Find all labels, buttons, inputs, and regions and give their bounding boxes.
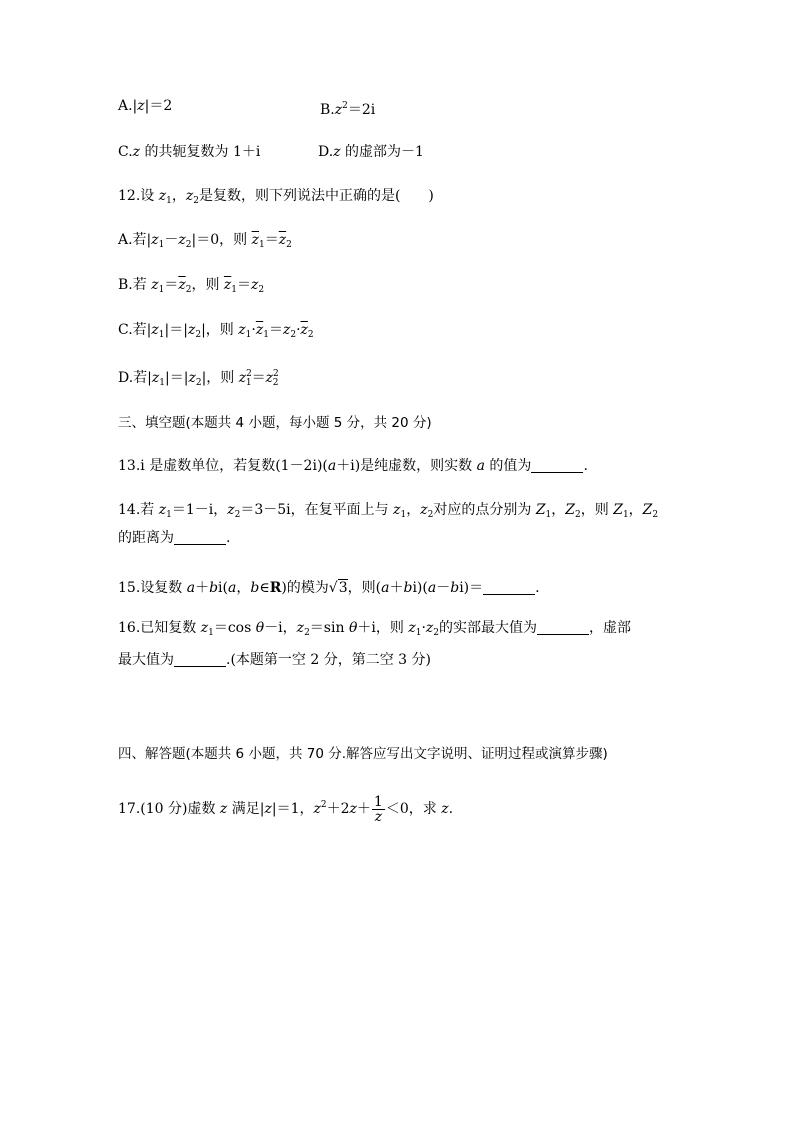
q11-option-b: $B.z^2=2i$ bbox=[320, 101, 376, 118]
answer-blank[interactable] bbox=[531, 458, 583, 473]
q11-option-d: D.z 的虚部为－1 bbox=[318, 144, 424, 160]
q16-line-2: 最大值为 .(本题第一空 2 分，第二空 3 分) bbox=[118, 652, 431, 668]
section-3-title: 三、填空题(本题共 4 小题，每小题 5 分，共 20 分) bbox=[118, 415, 432, 431]
q11-option-c: C.z 的共轭复数为 1＋i bbox=[118, 144, 261, 160]
q11-option-a: A.|z|＝2 bbox=[118, 98, 173, 114]
section-4-title: 四、解答题(本题共 6 小题，共 70 分.解答应写出文字说明、证明过程或演算步骤) bbox=[118, 746, 608, 762]
answer-blank[interactable] bbox=[483, 580, 535, 595]
q14-line-1: 14.若 $z_1=1-i$，$z_2=3-5i$，在复平面上与 $z_1$，$z_2$对应的点分别为 $Z_1$，$Z_2$，则 $Z_1$，$Z_2$ bbox=[118, 502, 659, 520]
answer-blank[interactable] bbox=[174, 530, 226, 545]
q15: 15.设复数 a＋bi(a，b∈R)的模为√3，则(a＋bi)(a－bi)＝ . bbox=[118, 580, 540, 596]
answer-blank[interactable] bbox=[174, 652, 226, 667]
q12-option-a: A.若$|z_1-z_2|=0$，则 $\overline{z}_1=\overline{z}_2$ bbox=[118, 232, 292, 250]
q17: 17.(10 分)虚数 z 满足|z|＝1，$z^2+2z+$ $\frac{1}{z}$ ＜0，求 z. bbox=[118, 793, 454, 825]
q12-option-d: D.若$|z_1|=|z_2|$，则 $z^2_1=z^2_2$ bbox=[118, 369, 279, 388]
q12-option-b: B.若 $z_1=\overline{z}_2$，则 $\overline{z}_1=z_2$ bbox=[118, 277, 265, 295]
q14-line-2: 的距离为 . bbox=[118, 530, 231, 546]
q16-line-1: 16.已知复数 $z_1=\cos$ θ－i，$z_2=\sin$ θ＋i，则 $z_1\cdot z_2$的实部最大值为 ，虚部 bbox=[118, 620, 632, 638]
q12-stem: 12.设 $z_1$，$z_2$是复数，则下列说法中正确的是( ) bbox=[118, 188, 434, 206]
answer-blank[interactable] bbox=[537, 620, 589, 635]
q12-option-c: C.若$|z_1|=|z_2|$，则 $z_1\cdot\overline{z}_1=z_2\cdot\overline{z}_2$ bbox=[118, 322, 314, 340]
q13: 13.i 是虚数单位，若复数(1－2i)(a＋i)是纯虚数，则实数 a 的值为 . bbox=[118, 458, 588, 474]
